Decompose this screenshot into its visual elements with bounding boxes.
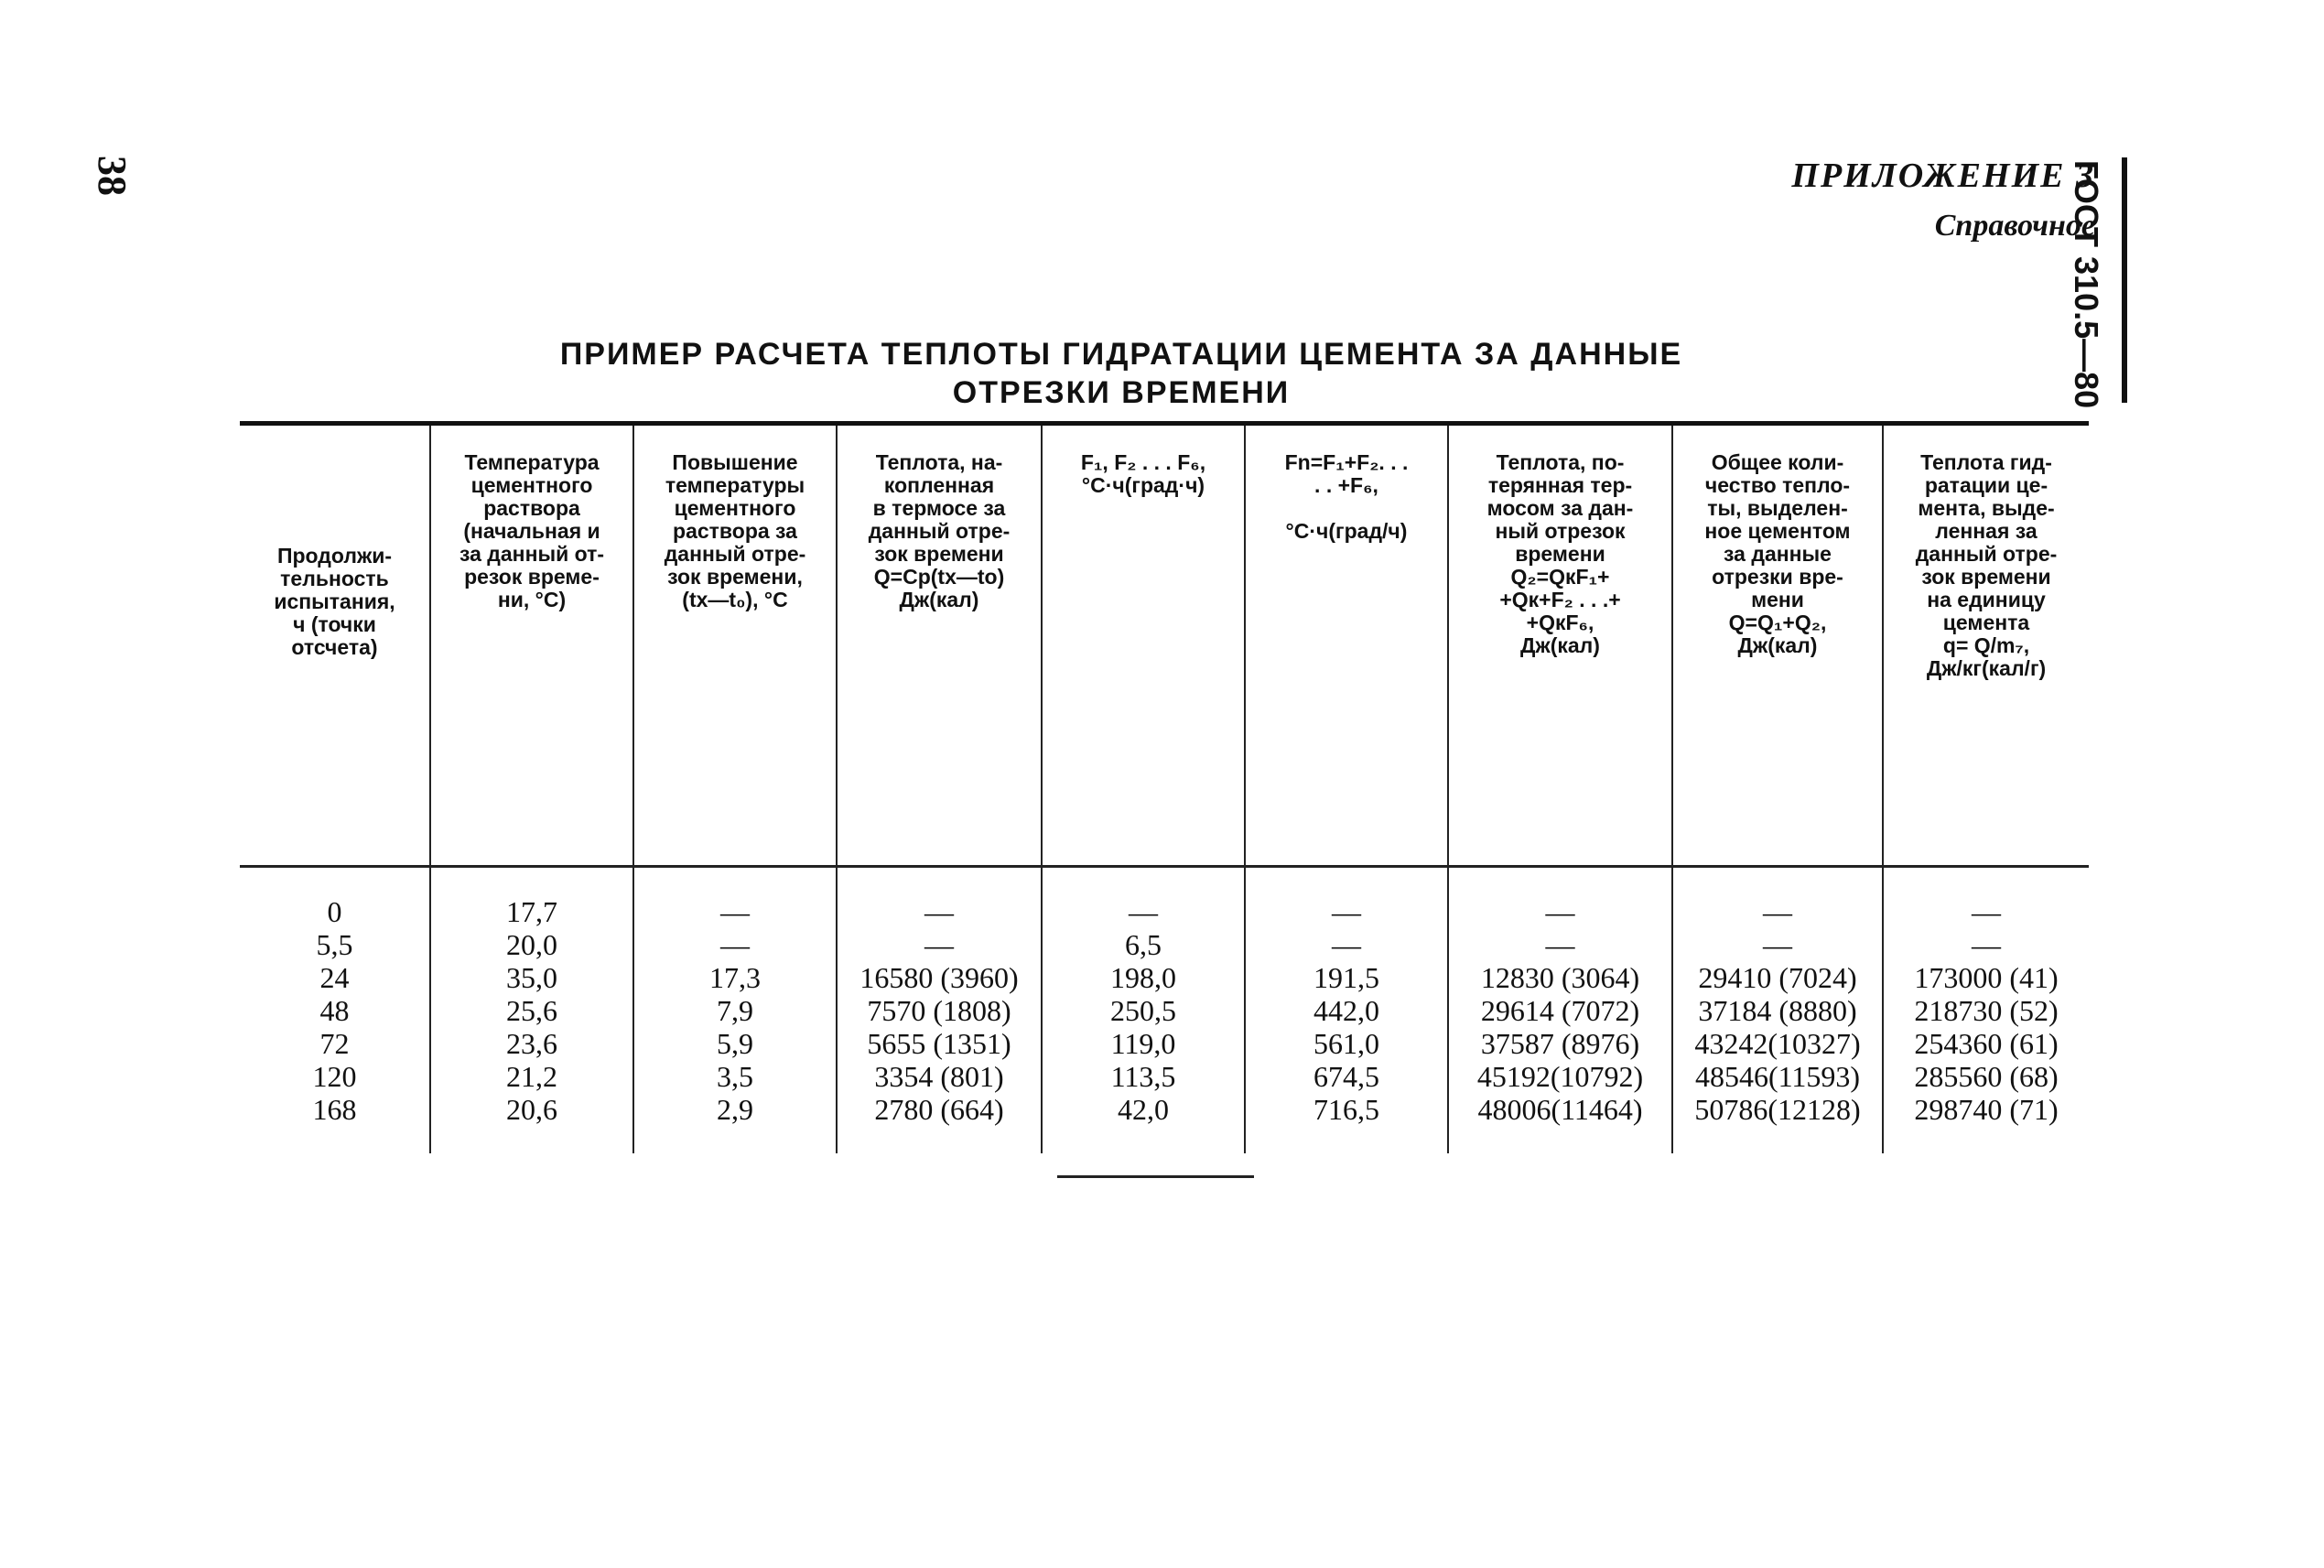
- header-temperature: Температура цементного раствора (начальная и за данный от- резок време- ни, °С): [430, 424, 633, 867]
- appendix-label: ПРИЛОЖЕНИЕ 3: [1791, 157, 2095, 195]
- col-temperature-rise: — — 17,3 7,9 5,9 3,5 2,9: [633, 867, 837, 1154]
- table-header-row: [240, 424, 2089, 867]
- header-duration: Продолжи- тельность испытания, ч (точки отсчета): [274, 544, 395, 659]
- col-heat-lost: — — 12830 (3064) 29614 (7072) 37587 (8976) 45192(10792) 48006(11464): [1448, 867, 1672, 1154]
- gost-side-rule: [2122, 157, 2127, 403]
- page-number: 38: [90, 156, 135, 196]
- appendix-type: Справочное: [1934, 209, 2095, 243]
- section-separator: [1057, 1175, 1254, 1178]
- col-f-values: — 6,5 198,0 250,5 119,0 113,5 42,0: [1042, 867, 1245, 1154]
- title-line-2: ОТРЕЗКИ ВРЕМЕНИ: [952, 375, 1291, 410]
- col-total-heat: — — 29410 (7024) 37184 (8880) 43242(10327) 48546(11593) 50786(12128): [1672, 867, 1883, 1154]
- col-temperature: 17,7 20,0 35,0 25,6 23,6 21,2 20,6: [430, 867, 633, 1154]
- gost-label: ГОСТ 310.5—80: [2068, 160, 2105, 409]
- header-total-heat: Общее коли- чество тепло- ты, выделен- ное цементом за данные отрезки вре- мени Q=Q₁+Q₂, Дж(кал): [1672, 424, 1883, 867]
- title-line-1: ПРИМЕР РАСЧЕТА ТЕПЛОТЫ ГИДРАТАЦИИ ЦЕМЕНТА ЗА ДАННЫЕ: [559, 337, 1683, 372]
- table-data-row: [240, 867, 2089, 1154]
- header-temperature-rise: Повышение температуры цементного раствора за данный отре- зок времени, (tх—t₀), °С: [633, 424, 837, 867]
- col-hydration-heat: — — 173000 (41) 218730 (52) 254360 (61) 285560 (68) 298740 (71): [1883, 867, 2089, 1154]
- calculation-table-wrapper: [240, 421, 2089, 1153]
- header-f-values: F₁, F₂ . . . F₆, °С·ч(град·ч): [1042, 424, 1245, 867]
- appendix-block: [1791, 156, 2095, 243]
- header-heat-lost: Теплота, по- терянная тер- мосом за дан- ный отрезок времени Q₂=QкF₁+ +Qк+F₂ . . .+ +QкF₆, Дж(кал): [1448, 424, 1672, 867]
- calculation-table: [240, 421, 2089, 1153]
- document-title: [458, 335, 1785, 412]
- header-accumulated-heat: Теплота, на- копленная в термосе за данный отре- зок времени Q=Cр(tх—tо) Дж(кал): [837, 424, 1042, 867]
- header-hydration-heat: Теплота гид- ратации це- мента, выде- ленная за данный отре- зок времени на единицу цемента q= Q/m₇, Дж/кг(кал/г): [1883, 424, 2089, 867]
- col-fn-sum: — — 191,5 442,0 561,0 674,5 716,5: [1245, 867, 1448, 1154]
- header-fn-sum: Fn=F₁+F₂. . . . . +F₆, °С·ч(град/ч): [1245, 424, 1448, 867]
- col-accumulated-heat: — — 16580 (3960) 7570 (1808) 5655 (1351) 3354 (801) 2780 (664): [837, 867, 1042, 1154]
- col-duration: 0 5,5 24 48 72 120 168: [312, 895, 357, 1126]
